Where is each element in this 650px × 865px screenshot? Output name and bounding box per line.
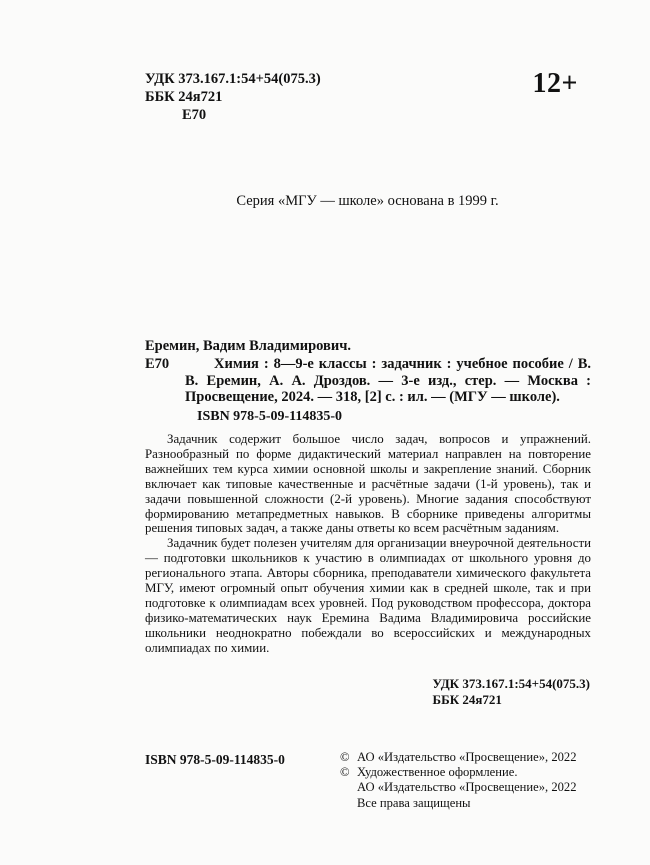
bibliographic-entry [145,356,591,406]
entry-code: Е70 [145,356,170,372]
footer-bbk-code: ББК 24я721 [432,692,502,707]
copyright-line [340,780,577,795]
annotation-paragraph-2: Задачник будет полезен учителям для организации внеурочной деятельности — подготовки школьников к участию в олимпиадах от школьного уровня до регионального этапа. Авторы сборника, преподаватели химического факультета МГУ, имеют огромный опыт обучения химии как в средней школе, так и при подготовке к олимпиадам всех уровней. Под руководством профессора, доктора физико-математических наук Еремина Вадима Владимировича российские школьники неоднократно побеждали во всероссийских и международных олимпиадах по химии. [145,536,591,655]
classification-codes [145,70,321,124]
copyright-symbol: © [340,765,350,780]
catalog-card [145,338,591,425]
copyright-line [340,765,577,780]
copyright-text: Художественное оформление. [357,765,518,780]
author-heading: Еремин, Вадим Владимирович. [145,338,352,354]
isbn-catalog: ISBN 978-5-09-114835-0 [197,408,343,424]
copyright-line [340,796,577,811]
udk-code: УДК 373.167.1:54+54(075.3) [145,71,321,87]
footer-udk-code: УДК 373.167.1:54+54(075.3) [432,676,590,691]
copyright-symbol: © [340,750,350,764]
author-sign-code: Е70 [182,107,207,123]
age-rating-badge: 12+ [532,68,578,99]
entry-text: Химия : 8—9-е классы : задачник : учебное пособие / В. В. Еремин, А. А. Дроздов. — 3-е изд., стер. — Москва : Просвещение, 2024. — 318, [2] с. : ил. — (МГУ — школе). [185,356,591,405]
copyright-text: Все права защищены [357,795,471,810]
annotation-block [145,432,591,656]
bbk-code: ББК 24я721 [145,89,223,105]
copyright-line [340,750,577,765]
series-line: Серия «МГУ — школе» основана в 1999 г. [236,193,499,209]
footer-classification-codes [433,676,591,708]
copyright-block [340,750,577,811]
isbn-bottom: ISBN 978-5-09-114835-0 [145,752,285,767]
copyright-text: АО «Издательство «Просвещение», 2022 [357,750,577,764]
annotation-paragraph-1: Задачник содержит большое число задач, вопросов и упражнений. Разнообразный по форме дидактический материал направлен на повторение важнейших тем курса химии основной школы и закрепление знаний. Сборник включает как типовые качественные и расчётные задачи (1-й уровень), так и задачи повышенной сложности (2-й уровень). Многие задания способствуют формированию метапредметных навыков. В сборнике приведены алгоритмы решения типовых задач, а также даны ответы ко всем расчётным заданиям. [145,432,591,536]
copyright-text: АО «Издательство «Просвещение», 2022 [357,780,577,795]
